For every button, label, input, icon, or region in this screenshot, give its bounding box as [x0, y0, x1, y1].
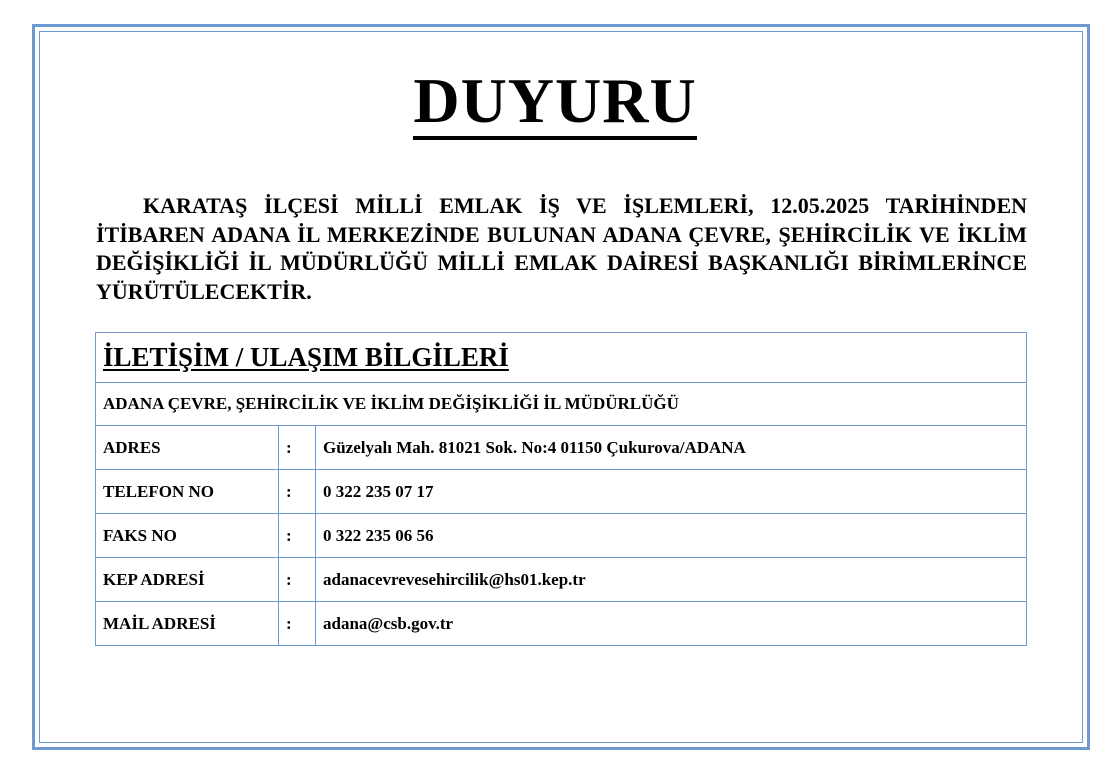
contact-heading-cell [96, 333, 1027, 383]
mail-value: adana@csb.gov.tr [316, 602, 1027, 646]
contact-heading: İLETİŞİM / ULAŞIM BİLGİLERİ [103, 342, 509, 372]
organization-row [96, 383, 1027, 426]
fax-label: FAKS NO [96, 514, 279, 558]
mail-separator: : [279, 602, 316, 646]
table-row-address [96, 426, 1027, 470]
address-value: Güzelyalı Mah. 81021 Sok. No:4 01150 Çukurova/ADANA [316, 426, 1027, 470]
phone-label: TELEFON NO [96, 470, 279, 514]
announcement-title [0, 66, 1110, 136]
contact-info-table [95, 332, 1027, 646]
announcement-body: KARATAŞ İLÇESİ MİLLİ EMLAK İŞ VE İŞLEMLERİ, 12.05.2025 TARİHİNDEN İTİBAREN ADANA İL MERKEZİNDE BULUNAN ADANA ÇEVRE, ŞEHİRCİLİK VE İKLİM DEĞİŞİKLİĞİ İL MÜDÜRLÜĞÜ MİLLİ EMLAK DAİRESİ BAŞKANLIĞI BİRİMLERİNCE YÜRÜTÜLECEKTİR. [96, 193, 1027, 304]
table-row-fax [96, 514, 1027, 558]
kep-value: adanacevrevesehircilik@hs01.kep.tr [316, 558, 1027, 602]
fax-separator: : [279, 514, 316, 558]
kep-separator: : [279, 558, 316, 602]
phone-separator: : [279, 470, 316, 514]
mail-label: MAİL ADRESİ [96, 602, 279, 646]
fax-value: 0 322 235 06 56 [316, 514, 1027, 558]
address-separator: : [279, 426, 316, 470]
organization-name: ADANA ÇEVRE, ŞEHİRCİLİK VE İKLİM DEĞİŞİKLİĞİ İL MÜDÜRLÜĞÜ [96, 383, 1027, 426]
announcement-title-text: DUYURU [413, 65, 696, 140]
contact-heading-row [96, 333, 1027, 383]
phone-value: 0 322 235 07 17 [316, 470, 1027, 514]
table-row-kep [96, 558, 1027, 602]
table-row-phone [96, 470, 1027, 514]
kep-label: KEP ADRESİ [96, 558, 279, 602]
address-label: ADRES [96, 426, 279, 470]
table-row-mail [96, 602, 1027, 646]
